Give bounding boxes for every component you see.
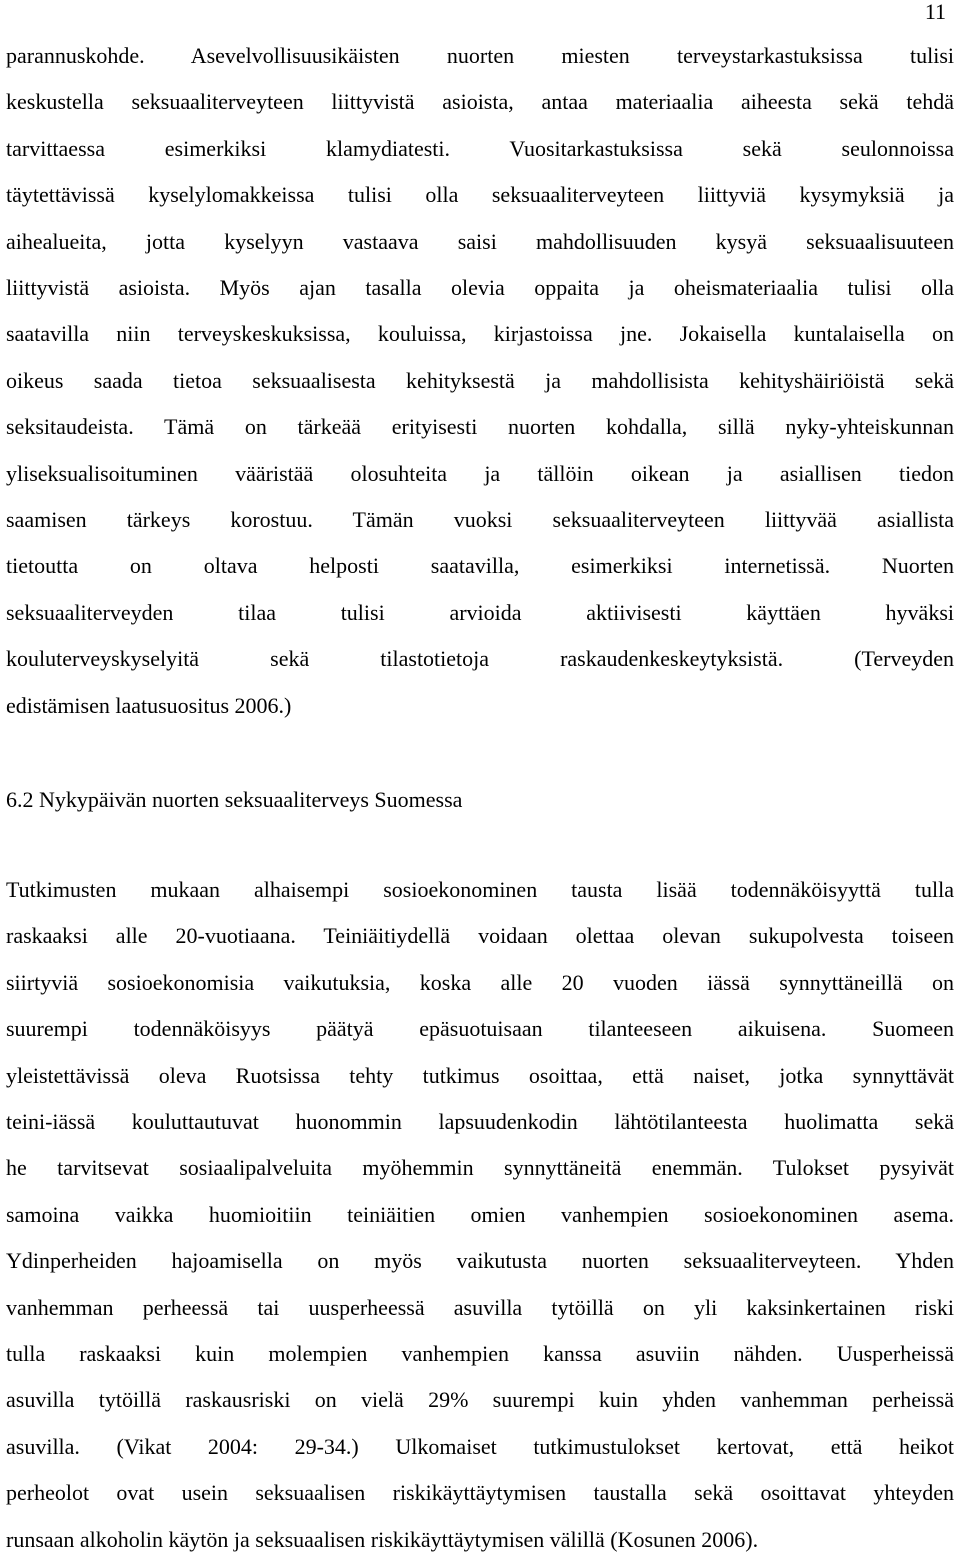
text-line: tietoutta on oltava helposti saatavilla, esimerkiksi internetissä. Nuorten: [6, 553, 954, 579]
section-heading: 6.2 Nykypäivän nuorten seksuaaliterveys Suomessa: [6, 787, 463, 812]
text-line: saatavilla niin terveyskeskuksissa, kouluissa, kirjastoissa jne. Jokaisella kuntalaisella on: [6, 321, 954, 347]
text-line: asuvilla. (Vikat 2004: 29-34.) Ulkomaiset tutkimustulokset kertovat, että heikot: [6, 1433, 954, 1459]
text-line: teini-iässä kouluttautuvat huonommin lapsuudenkodin lähtötilanteesta huolimatta sekä: [6, 1109, 954, 1135]
text-line: Ydinperheiden hajoamisella on myös vaikutusta nuorten seksuaaliterveyteen. Yhden: [6, 1248, 954, 1274]
text-line: keskustella seksuaaliterveyteen liittyvistä asioista, antaa materiaalia aiheesta sekä tehdä: [6, 89, 954, 115]
text-line: kouluterveyskyselyitä sekä tilastotietoja raskaudenkeskeytyksistä. (Terveyden: [6, 646, 954, 672]
text-line: aihealueita, jotta kyselyyn vastaava saisi mahdollisuuden kysyä seksuaalisuuteen: [6, 228, 954, 254]
text-line: edistämisen laatusuositus 2006.): [6, 692, 292, 718]
page-number: 11: [924, 0, 946, 24]
text-line: vanhemman perheessä tai uusperheessä asuvilla tytöillä on yli kaksinkertainen riski: [6, 1294, 954, 1320]
text-line: liittyvistä asioista. Myös ajan tasalla olevia oppaita ja oheismateriaalia tulisi olla: [6, 275, 954, 301]
text-line: siirtyviä sosioekonomisia vaikutuksia, koska alle 20 vuoden iässä synnyttäneillä on: [6, 969, 954, 995]
text-line: suurempi todennäköisyys päätyä epäsuotuisaan tilanteeseen aikuisena. Suomeen: [6, 1016, 954, 1042]
text-line: tulla raskaaksi kuin molempien vanhempien kanssa asuviin nähden. Uusperheissä: [6, 1341, 954, 1367]
text-line: asuvilla tytöillä raskausriski on vielä 29% suurempi kuin yhden vanhemman perheissä: [6, 1387, 954, 1413]
text-line: parannuskohde. Asevelvollisuusikäisten nuorten miesten terveystarkastuksissa tulisi: [6, 43, 954, 68]
text-line: täytettävissä kyselylomakkeissa tulisi olla seksuaaliterveyteen liittyviä kysymyksiä ja: [6, 182, 954, 208]
text-line: seksuaaliterveyden tilaa tulisi arvioida aktiivisesti käyttäen hyväksi: [6, 599, 954, 625]
text-line: Tutkimusten mukaan alhaisempi sosioekonominen tausta lisää todennäköisyyttä tulla: [6, 877, 954, 902]
text-line: seksitaudeista. Tämä on tärkeää erityisesti nuorten kohdalla, sillä nyky-yhteiskunnan: [6, 414, 954, 440]
text-line: yliseksualisoituminen vääristää olosuhteita ja tällöin oikean ja asiallisen tiedon: [6, 460, 954, 486]
text-line: samoina vaikka huomioitiin teiniäitien omien vanhempien sosioekonominen asema.: [6, 1201, 954, 1227]
paragraph-youth-sexual-health: [6, 867, 954, 1563]
text-line: perheolot ovat usein seksuaalisen riskikäyttäytymisen taustalla sekä osoittavat yhteyden: [6, 1480, 954, 1506]
text-line: runsaan alkoholin käytön ja seksuaalisen riskikäyttäytymisen välillä (Kosunen 2006).: [6, 1526, 759, 1552]
text-line: oikeus saada tietoa seksuaalisesta kehityksestä ja mahdollisista kehityshäiriöistä sekä: [6, 367, 954, 393]
text-line: saamisen tärkeys korostuu. Tämän vuoksi seksuaaliterveyteen liittyvää asiallista: [6, 507, 954, 533]
text-line: tarvittaessa esimerkiksi klamydiatesti. Vuositarkastuksissa sekä seulonnoissa: [6, 135, 954, 161]
paragraph-sexual-health-services: [6, 33, 954, 729]
text-line: raskaaksi alle 20-vuotiaana. Teiniäitiydellä voidaan olettaa olevan sukupolvesta toiseen: [6, 923, 954, 949]
text-line: he tarvitsevat sosiaalipalveluita myöhemmin synnyttäneitä enemmän. Tulokset pysyivät: [6, 1155, 954, 1181]
text-line: yleistettävissä oleva Ruotsissa tehty tutkimus osoittaa, että naiset, jotka synnyttävät: [6, 1062, 954, 1088]
